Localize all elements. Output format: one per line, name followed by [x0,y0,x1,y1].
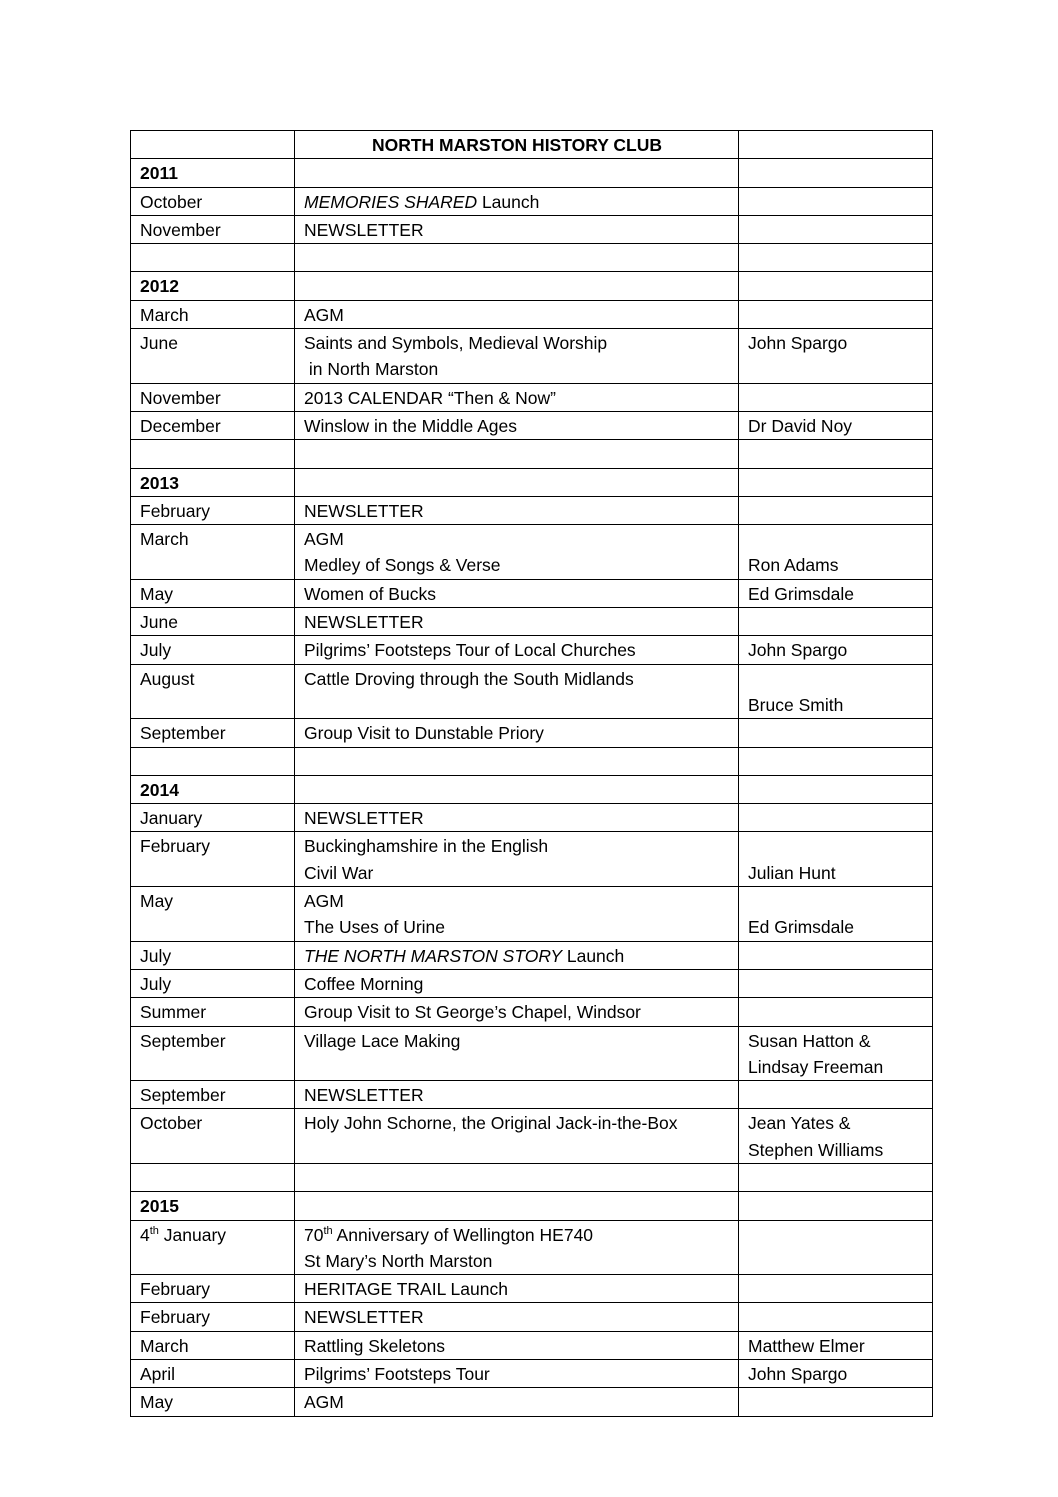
event-cell [295,969,739,997]
event-row [131,941,933,969]
month-cell [131,608,295,636]
month-cell [131,636,295,664]
empty-cell [739,775,933,803]
speaker-cell [739,1331,933,1359]
speaker-name: John Spargo [748,640,848,661]
empty-cell [739,440,933,468]
year-label: 2014 [131,775,295,803]
month-cell [131,664,295,719]
event-line [304,581,730,607]
empty-cell [295,1192,739,1220]
empty-cell [739,1163,933,1191]
month-text: March [140,529,189,550]
blank-row [131,747,933,775]
month-cell [131,941,295,969]
event-title-italic: MEMORIES SHARED [304,191,478,212]
year-label: 2012 [131,272,295,300]
empty-cell [131,1163,295,1191]
speaker-cell [739,1220,933,1275]
event-row [131,969,933,997]
speaker-name: Ed Grimsdale [748,583,855,604]
speaker-cell [739,998,933,1026]
event-line-2: The Uses of Urine [304,917,446,938]
event-text: NEWSLETTER [304,1085,424,1106]
month-cell [131,969,295,997]
empty-cell [739,159,933,187]
event-cell [295,383,739,411]
event-line [304,637,730,663]
month-text: September [140,723,226,744]
ordinal-suffix: th [149,1224,159,1237]
event-line-2: Medley of Songs & Verse [304,555,501,576]
event-cell [295,1081,739,1109]
event-row [131,383,933,411]
event-text: AGM [304,1392,344,1413]
year-row [131,775,933,803]
event-cell [295,1360,739,1388]
event-text: 2013 CALENDAR “Then & Now” [304,387,556,408]
event-line [304,217,730,243]
speaker-cell [739,1360,933,1388]
title-right-cell [739,131,933,159]
event-cell [295,664,739,719]
month-text: September [140,1085,226,1106]
event-line [304,805,730,831]
speaker-cell [739,1109,933,1164]
event-row [131,1388,933,1416]
event-line [304,1028,730,1054]
empty-cell [739,747,933,775]
month-text: March [140,304,189,325]
event-line [304,1389,730,1415]
event-line [304,971,730,997]
event-line [304,1082,730,1108]
event-row [131,804,933,832]
event-row [131,1026,933,1081]
event-line [304,1110,730,1136]
event-cell [295,1220,739,1275]
speaker-name: Dr David Noy [748,415,853,436]
event-text: Saints and Symbols, Medieval Worship [304,333,608,354]
empty-cell [739,272,933,300]
event-line-2: Civil War [304,862,374,883]
month-cell [131,832,295,887]
event-row [131,664,933,719]
speaker-name [748,526,924,552]
event-line [304,1333,730,1359]
event-text: Pilgrims’ Footsteps Tour of Local Churches [304,640,636,661]
speaker-name: John Spargo [748,333,848,354]
event-line [304,1304,730,1330]
speaker-cell [739,1081,933,1109]
event-text: Cattle Droving through the South Midlands [304,668,634,689]
month-cell [131,300,295,328]
empty-cell [739,244,933,272]
empty-cell [295,244,739,272]
speaker-cell [739,804,933,832]
speaker-cell [739,941,933,969]
speaker-cell [739,832,933,887]
event-text: AGM [304,304,344,325]
speaker-cell [739,1388,933,1416]
event-cell [295,300,739,328]
event-cell [295,941,739,969]
event-row [131,1303,933,1331]
event-line [304,413,730,439]
event-cell [295,608,739,636]
event-line [304,999,730,1025]
speaker-cell [739,383,933,411]
event-row [131,1331,933,1359]
event-line [304,498,730,524]
event-text: Coffee Morning [304,973,424,994]
event-text: HERITAGE TRAIL Launch [304,1279,508,1300]
month-cell [131,1388,295,1416]
month-text: July [140,973,172,994]
speaker-cell [739,215,933,243]
speaker-cell [739,1026,933,1081]
month-cell [131,1303,295,1331]
month-text: April [140,1364,176,1385]
month-cell [131,1026,295,1081]
event-cell [295,998,739,1026]
speaker-name-2: Bruce Smith [748,694,844,715]
speaker-name-2: Ed Grimsdale [748,917,855,938]
event-row [131,1220,933,1275]
empty-cell [295,1163,739,1191]
event-row [131,329,933,384]
title-left-cell [131,131,295,159]
speaker-name-2: Lindsay Freeman [748,1056,884,1077]
event-text: AGM [304,529,344,550]
month-text: June [140,612,178,633]
event-row [131,525,933,580]
event-cell [295,719,739,747]
month-cell [131,804,295,832]
event-cell [295,832,739,887]
month-text: November [140,387,221,408]
event-line-2: in North Marston [304,359,439,380]
title-row [131,131,933,159]
month-text: November [140,219,221,240]
speaker-name-2: Julian Hunt [748,862,836,883]
event-line [304,385,730,411]
year-label: 2013 [131,468,295,496]
month-text: January [140,808,203,829]
event-row [131,1081,933,1109]
event-line [304,526,730,552]
month-cell [131,525,295,580]
event-line [304,720,730,746]
month-text: May [140,583,174,604]
event-row [131,187,933,215]
event-text: NEWSLETTER [304,1307,424,1328]
event-row [131,832,933,887]
event-cell [295,187,739,215]
event-cell [295,525,739,580]
speaker-name: Susan Hatton & [748,1030,871,1051]
event-text: Women of Bucks [304,583,436,604]
empty-cell [295,159,739,187]
empty-cell [295,747,739,775]
month-cell [131,383,295,411]
empty-cell [295,775,739,803]
event-row [131,579,933,607]
event-text: 70 [304,1224,324,1245]
event-row [131,608,933,636]
event-cell [295,636,739,664]
event-cell [295,579,739,607]
event-title-italic: THE NORTH MARSTON STORY [304,945,562,966]
event-text: AGM [304,891,344,912]
blank-row [131,1163,933,1191]
event-line [304,888,730,914]
event-line [304,189,730,215]
empty-cell [739,468,933,496]
event-cell [295,1026,739,1081]
month-text: July [140,945,172,966]
speaker-cell [739,1303,933,1331]
month-text: October [140,191,203,212]
empty-cell [131,440,295,468]
empty-cell [131,747,295,775]
event-text: Holy John Schorne, the Original Jack-in-the-Box [304,1113,678,1134]
month-text: 4 [140,1224,150,1245]
empty-cell [295,272,739,300]
speaker-cell [739,579,933,607]
month-text: September [140,1030,226,1051]
event-line [304,609,730,635]
speaker-cell [739,719,933,747]
event-text: Rattling Skeletons [304,1335,446,1356]
month-cell [131,1109,295,1164]
event-line [304,1361,730,1387]
empty-cell [739,1192,933,1220]
empty-cell [295,468,739,496]
event-row [131,496,933,524]
event-cell [295,411,739,439]
event-text: NEWSLETTER [304,808,424,829]
speaker-name: Jean Yates & [748,1113,851,1134]
event-text: NEWSLETTER [304,612,424,633]
month-text: May [140,1392,174,1413]
month-text: October [140,1113,203,1134]
month-text-rest: January [158,1224,227,1245]
month-cell [131,887,295,942]
month-text: February [140,500,211,521]
event-cell [295,887,739,942]
event-text: Group Visit to Dunstable Priory [304,723,544,744]
year-row [131,1192,933,1220]
month-cell [131,1275,295,1303]
speaker-cell [739,525,933,580]
speaker-name-2: Stephen Williams [748,1139,884,1160]
year-label: 2015 [131,1192,295,1220]
event-line-2: St Mary’s North Marston [304,1250,493,1271]
month-cell [131,215,295,243]
year-row [131,272,933,300]
speaker-cell [739,300,933,328]
month-cell [131,579,295,607]
month-text: February [140,1307,211,1328]
speaker-cell [739,636,933,664]
event-text: Group Visit to St George’s Chapel, Windsor [304,1002,641,1023]
event-cell [295,1388,739,1416]
event-cell [295,496,739,524]
event-cell [295,329,739,384]
event-row [131,887,933,942]
event-row [131,1109,933,1164]
month-cell [131,187,295,215]
speaker-name [748,666,924,692]
year-row [131,468,933,496]
month-cell [131,1331,295,1359]
event-row [131,998,933,1026]
month-cell [131,1220,295,1275]
event-row [131,719,933,747]
speaker-cell [739,411,933,439]
events-table [130,130,933,1417]
ordinal-suffix: th [323,1224,333,1237]
empty-cell [131,244,295,272]
month-text: May [140,891,174,912]
event-text: Launch [562,945,625,966]
event-line [304,1222,730,1248]
speaker-cell [739,887,933,942]
month-cell [131,1360,295,1388]
event-text: Launch [477,191,540,212]
month-text: July [140,640,172,661]
event-line [304,302,730,328]
speaker-name: John Spargo [748,1364,848,1385]
month-cell [131,719,295,747]
year-label: 2011 [131,159,295,187]
speaker-cell [739,608,933,636]
month-cell [131,496,295,524]
event-cell [295,804,739,832]
event-text: NEWSLETTER [304,219,424,240]
event-text: Pilgrims’ Footsteps Tour [304,1364,490,1385]
event-line [304,943,730,969]
event-line [304,1276,730,1302]
event-cell [295,1275,739,1303]
event-text-rest: Anniversary of Wellington HE740 [332,1224,594,1245]
speaker-cell [739,496,933,524]
speaker-name [748,888,924,914]
empty-cell [295,440,739,468]
speaker-cell [739,329,933,384]
event-text: Winslow in the Middle Ages [304,415,518,436]
blank-row [131,440,933,468]
event-row [131,411,933,439]
month-text: December [140,415,221,436]
page-title: NORTH MARSTON HISTORY CLUB [295,131,739,159]
event-text: NEWSLETTER [304,500,424,521]
event-text: Village Lace Making [304,1030,461,1051]
month-text: February [140,1279,211,1300]
event-cell [295,1109,739,1164]
event-cell [295,1303,739,1331]
speaker-name: Matthew Elmer [748,1335,865,1356]
speaker-cell [739,187,933,215]
month-cell [131,411,295,439]
speaker-cell [739,969,933,997]
event-row [131,300,933,328]
month-text: February [140,836,211,857]
blank-row [131,244,933,272]
month-text: June [140,333,178,354]
month-cell [131,1081,295,1109]
event-text: Buckinghamshire in the English [304,836,549,857]
year-row [131,159,933,187]
speaker-cell [739,1275,933,1303]
month-cell [131,998,295,1026]
month-text: August [140,668,195,689]
event-line [304,330,730,356]
event-cell [295,215,739,243]
event-cell [295,1331,739,1359]
speaker-name-2: Ron Adams [748,555,839,576]
month-text: Summer [140,1002,207,1023]
event-line [304,666,730,692]
speaker-cell [739,664,933,719]
event-row [131,636,933,664]
event-row [131,215,933,243]
event-row [131,1275,933,1303]
event-row [131,1360,933,1388]
event-line [304,833,730,859]
month-text: March [140,1335,189,1356]
speaker-name [748,833,924,859]
month-cell [131,329,295,384]
